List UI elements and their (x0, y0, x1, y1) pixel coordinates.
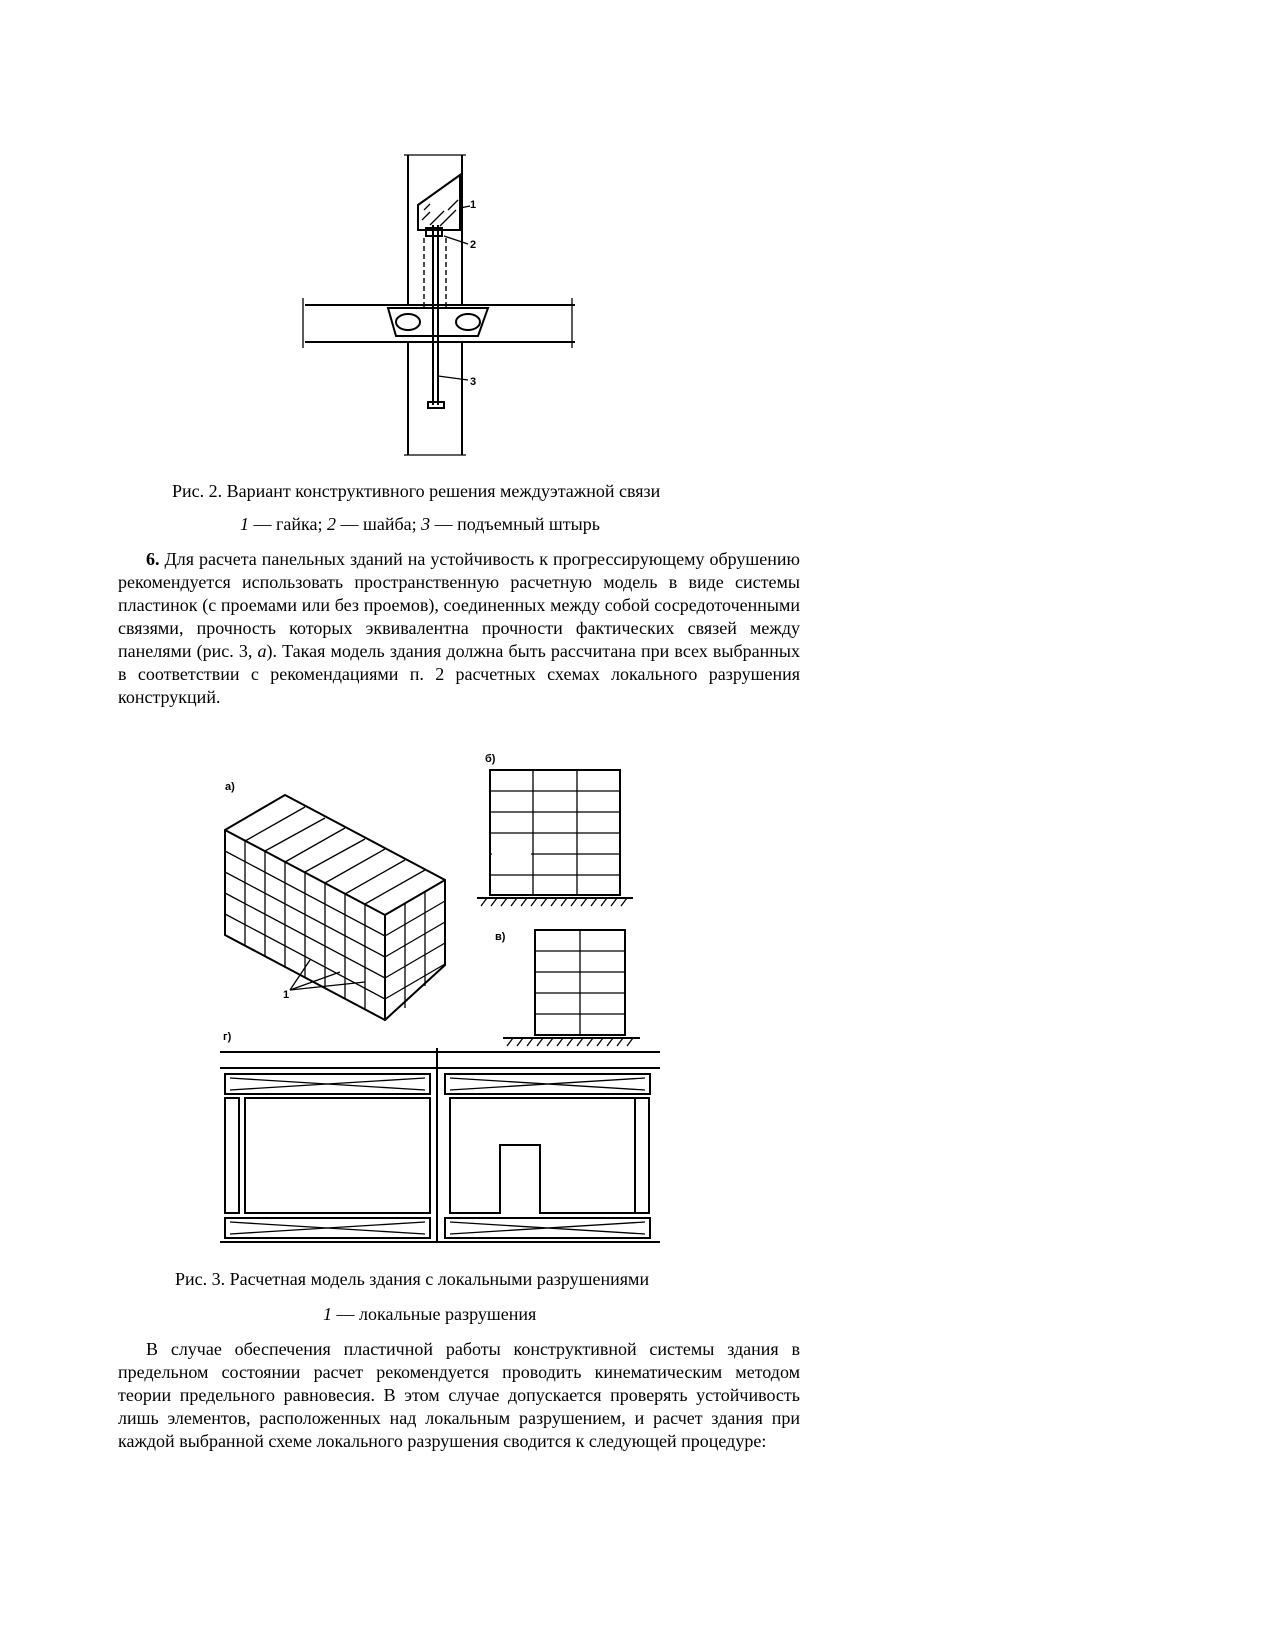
figure-3-legend (323, 1303, 536, 1325)
fig2-label-2: 2 (470, 239, 477, 251)
legend-text-1: — гайка; (249, 514, 327, 534)
fig3-label-c: в) (495, 931, 506, 943)
fig3-fragment-d (220, 1048, 660, 1242)
fig3-elevation-b (477, 770, 633, 906)
paragraph-6-text-b: ). Такая модель здания должна быть рассчитана при всех выбранных в соответствии с рекомендациями п. 2 расчетных схемах локального разрушения конструкций. (118, 641, 800, 707)
figure-3-caption: Рис. 3. Расчетная модель здания с локальными разрушениями (175, 1269, 650, 1289)
fig2-label-3: 3 (470, 376, 477, 388)
paragraph-6-number: 6. (146, 549, 160, 569)
legend-number-3: 3 (421, 514, 431, 534)
fig3-legend-number: 1 (323, 1304, 332, 1324)
paragraph-6-text-a: Для расчета панельных зданий на устойчивость к прогрессирующему обрушению рекомендуется использовать пространственную расчетную модель в виде системы пластинок (с проемами или без проемов), соединенных между собой сосредоточенными связями, прочность которых эквивалентна прочности фактических связей между панелями (рис. 3, (118, 549, 800, 661)
legend-number-1: 1 (240, 514, 249, 534)
fig3-label-b: б) (485, 753, 496, 765)
figure-2-drawing (300, 150, 580, 460)
figure-2-caption: Рис. 2. Вариант конструктивного решения междуэтажной связи (172, 481, 661, 501)
fig3-isometric-model (225, 795, 445, 1020)
paragraph-7: В случае обеспечения пластичной работы конструктивной системы здания в предельном состоянии расчет рекомендуется проводить кинематическим методом теории предельного равновесия. В этом случае допускается проверять устойчивость лишь элементов, расположенных над локальным разрушением, и расчет здания при каждой выбранной схеме локального разрушения сводится к следующей процедуре: (118, 1339, 800, 1451)
legend-text-2: — шайба; (335, 514, 422, 534)
figure-3-drawing (215, 750, 665, 1245)
fig3-elevation-c (503, 930, 640, 1046)
figure-2-legend (240, 513, 600, 535)
fig2-label-1: 1 (470, 199, 477, 211)
legend-number-2: 2 (326, 514, 336, 534)
fig3-label-d: г) (223, 1031, 232, 1043)
fig3-marker-1: 1 (283, 989, 290, 1001)
fig3-legend-text: — локальные разрушения (332, 1304, 537, 1324)
paragraph-6 (118, 548, 800, 709)
paragraph-6-emphasis: а (257, 641, 267, 661)
fig3-label-a: а) (225, 781, 235, 793)
legend-text-3: — подъемный штырь (430, 514, 600, 534)
